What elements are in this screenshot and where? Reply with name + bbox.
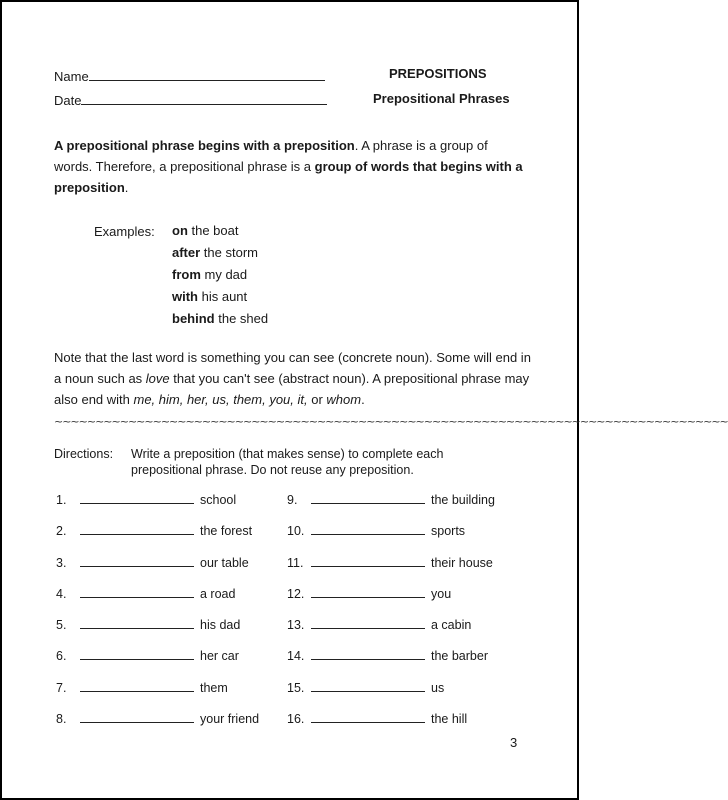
exercise-item (287, 553, 495, 573)
date-line[interactable] (81, 92, 327, 105)
worksheet-title: PREPOSITIONS (389, 66, 487, 81)
answer-blank[interactable] (80, 616, 194, 629)
answer-blank[interactable] (311, 710, 425, 723)
exercise-item (56, 521, 259, 541)
exercise-phrase: you (431, 586, 452, 601)
exercise-item (287, 584, 495, 604)
exercise-item (56, 678, 259, 698)
exercise-phrase: our table (200, 555, 249, 570)
note-paragraph (54, 347, 532, 410)
example-preposition: with (172, 289, 198, 304)
answer-blank[interactable] (80, 647, 194, 660)
note-whom: whom (326, 392, 362, 407)
exercise-item (56, 615, 259, 635)
example-item (172, 308, 268, 330)
answer-blank[interactable] (80, 491, 194, 504)
example-preposition: from (172, 267, 201, 282)
exercise-phrase: his dad (200, 618, 241, 633)
exercise-number: 16. (287, 712, 305, 727)
directions-line-2: prepositional phrase. Do not reuse any preposition. (131, 463, 414, 477)
exercise-number: 3. (56, 555, 67, 570)
answer-blank[interactable] (311, 679, 425, 692)
exercise-phrase: the hill (431, 712, 468, 727)
note-pronouns: me, him, her, us, them, you, it, (133, 392, 308, 407)
date-label: Date (54, 93, 82, 108)
exercise-number: 1. (56, 493, 67, 507)
exercise-number: 13. (287, 618, 305, 633)
intro-bold-2: group of words that begins with a preposition (54, 159, 523, 195)
intro-paragraph (54, 135, 524, 198)
note-text-2: that you can't see (abstract noun). A prepositional phrase may also end with (54, 371, 530, 407)
intro-bold-1: A prepositional phrase begins with a preposition (54, 138, 355, 153)
exercise-item (287, 521, 495, 541)
example-preposition: on (172, 223, 188, 238)
answer-blank[interactable] (311, 522, 425, 535)
example-item (172, 242, 268, 264)
name-label: Name (54, 69, 89, 84)
answer-blank[interactable] (311, 647, 425, 660)
example-rest: the storm (200, 245, 258, 260)
exercise-item (287, 709, 495, 729)
exercise-number: 7. (56, 680, 67, 695)
name-field (54, 68, 325, 84)
exercise-number: 12. (287, 586, 305, 601)
exercise-item (56, 553, 259, 573)
example-preposition: after (172, 245, 201, 260)
exercise-phrase: school (200, 493, 237, 507)
exercise-phrase: the barber (431, 649, 488, 664)
exercise-phrase: a cabin (431, 618, 472, 633)
exercise-number: 14. (287, 649, 305, 664)
exercise-phrase: us (431, 680, 445, 695)
wavy-divider: ~~~~~~~~~~~~~~~~~~~~~~~~~~~~~~~~~~~~~~~~~~~~~~~~~~~~~~~~~~~~~~~~~~~~~~~~~~~~~~~~~~ (54, 415, 728, 428)
answer-blank[interactable] (311, 616, 425, 629)
exercise-number: 5. (56, 618, 67, 633)
note-text-4: . (361, 392, 365, 407)
example-rest: my dad (200, 267, 248, 282)
exercise-phrase: your friend (200, 712, 260, 727)
note-text-1: Note that the last word is something you can see (concrete noun). Some will end in a noun such as (54, 350, 531, 386)
exercise-item (56, 490, 259, 510)
exercises-left-column (56, 490, 259, 740)
note-love: love (145, 371, 170, 386)
exercise-phrase: them (200, 680, 228, 695)
exercise-phrase: their house (431, 555, 493, 570)
exercise-item (56, 709, 259, 729)
exercise-item (287, 646, 495, 666)
example-preposition: behind (172, 311, 215, 326)
exercise-number: 8. (56, 712, 67, 727)
answer-blank[interactable] (80, 585, 194, 598)
directions-line-1: Write a preposition (that makes sense) to complete each (131, 447, 444, 461)
exercise-phrase: the building (431, 493, 495, 507)
examples-label: Examples: (94, 224, 155, 239)
example-rest: his aunt (198, 289, 248, 304)
exercise-number: 10. (287, 524, 305, 539)
exercise-phrase: her car (200, 649, 239, 664)
answer-blank[interactable] (80, 522, 194, 535)
date-field (54, 92, 327, 108)
exercise-phrase: the forest (200, 524, 253, 539)
example-item (172, 286, 268, 308)
exercise-number: 15. (287, 680, 305, 695)
example-rest: the shed (214, 311, 269, 326)
answer-blank[interactable] (80, 710, 194, 723)
intro-end: . (124, 180, 129, 195)
exercise-number: 2. (56, 524, 67, 539)
exercise-item (287, 490, 495, 510)
worksheet-subtitle: Prepositional Phrases (373, 91, 510, 106)
intro-text-1: . A phrase is a group of words. Therefore, a prepositional phrase is a (54, 138, 488, 174)
exercise-number: 4. (56, 586, 67, 601)
example-rest: the boat (187, 223, 239, 238)
answer-blank[interactable] (80, 554, 194, 567)
exercise-number: 11. (287, 555, 304, 570)
exercise-item (287, 678, 495, 698)
example-item (172, 220, 268, 242)
exercise-phrase: sports (431, 524, 466, 539)
answer-blank[interactable] (311, 554, 425, 567)
exercise-item (287, 615, 495, 635)
answer-blank[interactable] (80, 679, 194, 692)
note-text-3: or (307, 392, 327, 407)
answer-blank[interactable] (311, 491, 425, 504)
exercise-phrase: a road (200, 586, 236, 601)
exercise-item (56, 646, 259, 666)
directions-label: Directions: (54, 447, 114, 461)
exercise-item (56, 584, 259, 604)
examples-list (172, 220, 268, 330)
name-line[interactable] (89, 68, 325, 81)
exercise-number: 9. (287, 493, 298, 507)
exercises-right-column (287, 490, 495, 740)
page-number: 3 (510, 735, 518, 750)
exercise-number: 6. (56, 649, 67, 664)
example-item (172, 264, 268, 286)
answer-blank[interactable] (311, 585, 425, 598)
